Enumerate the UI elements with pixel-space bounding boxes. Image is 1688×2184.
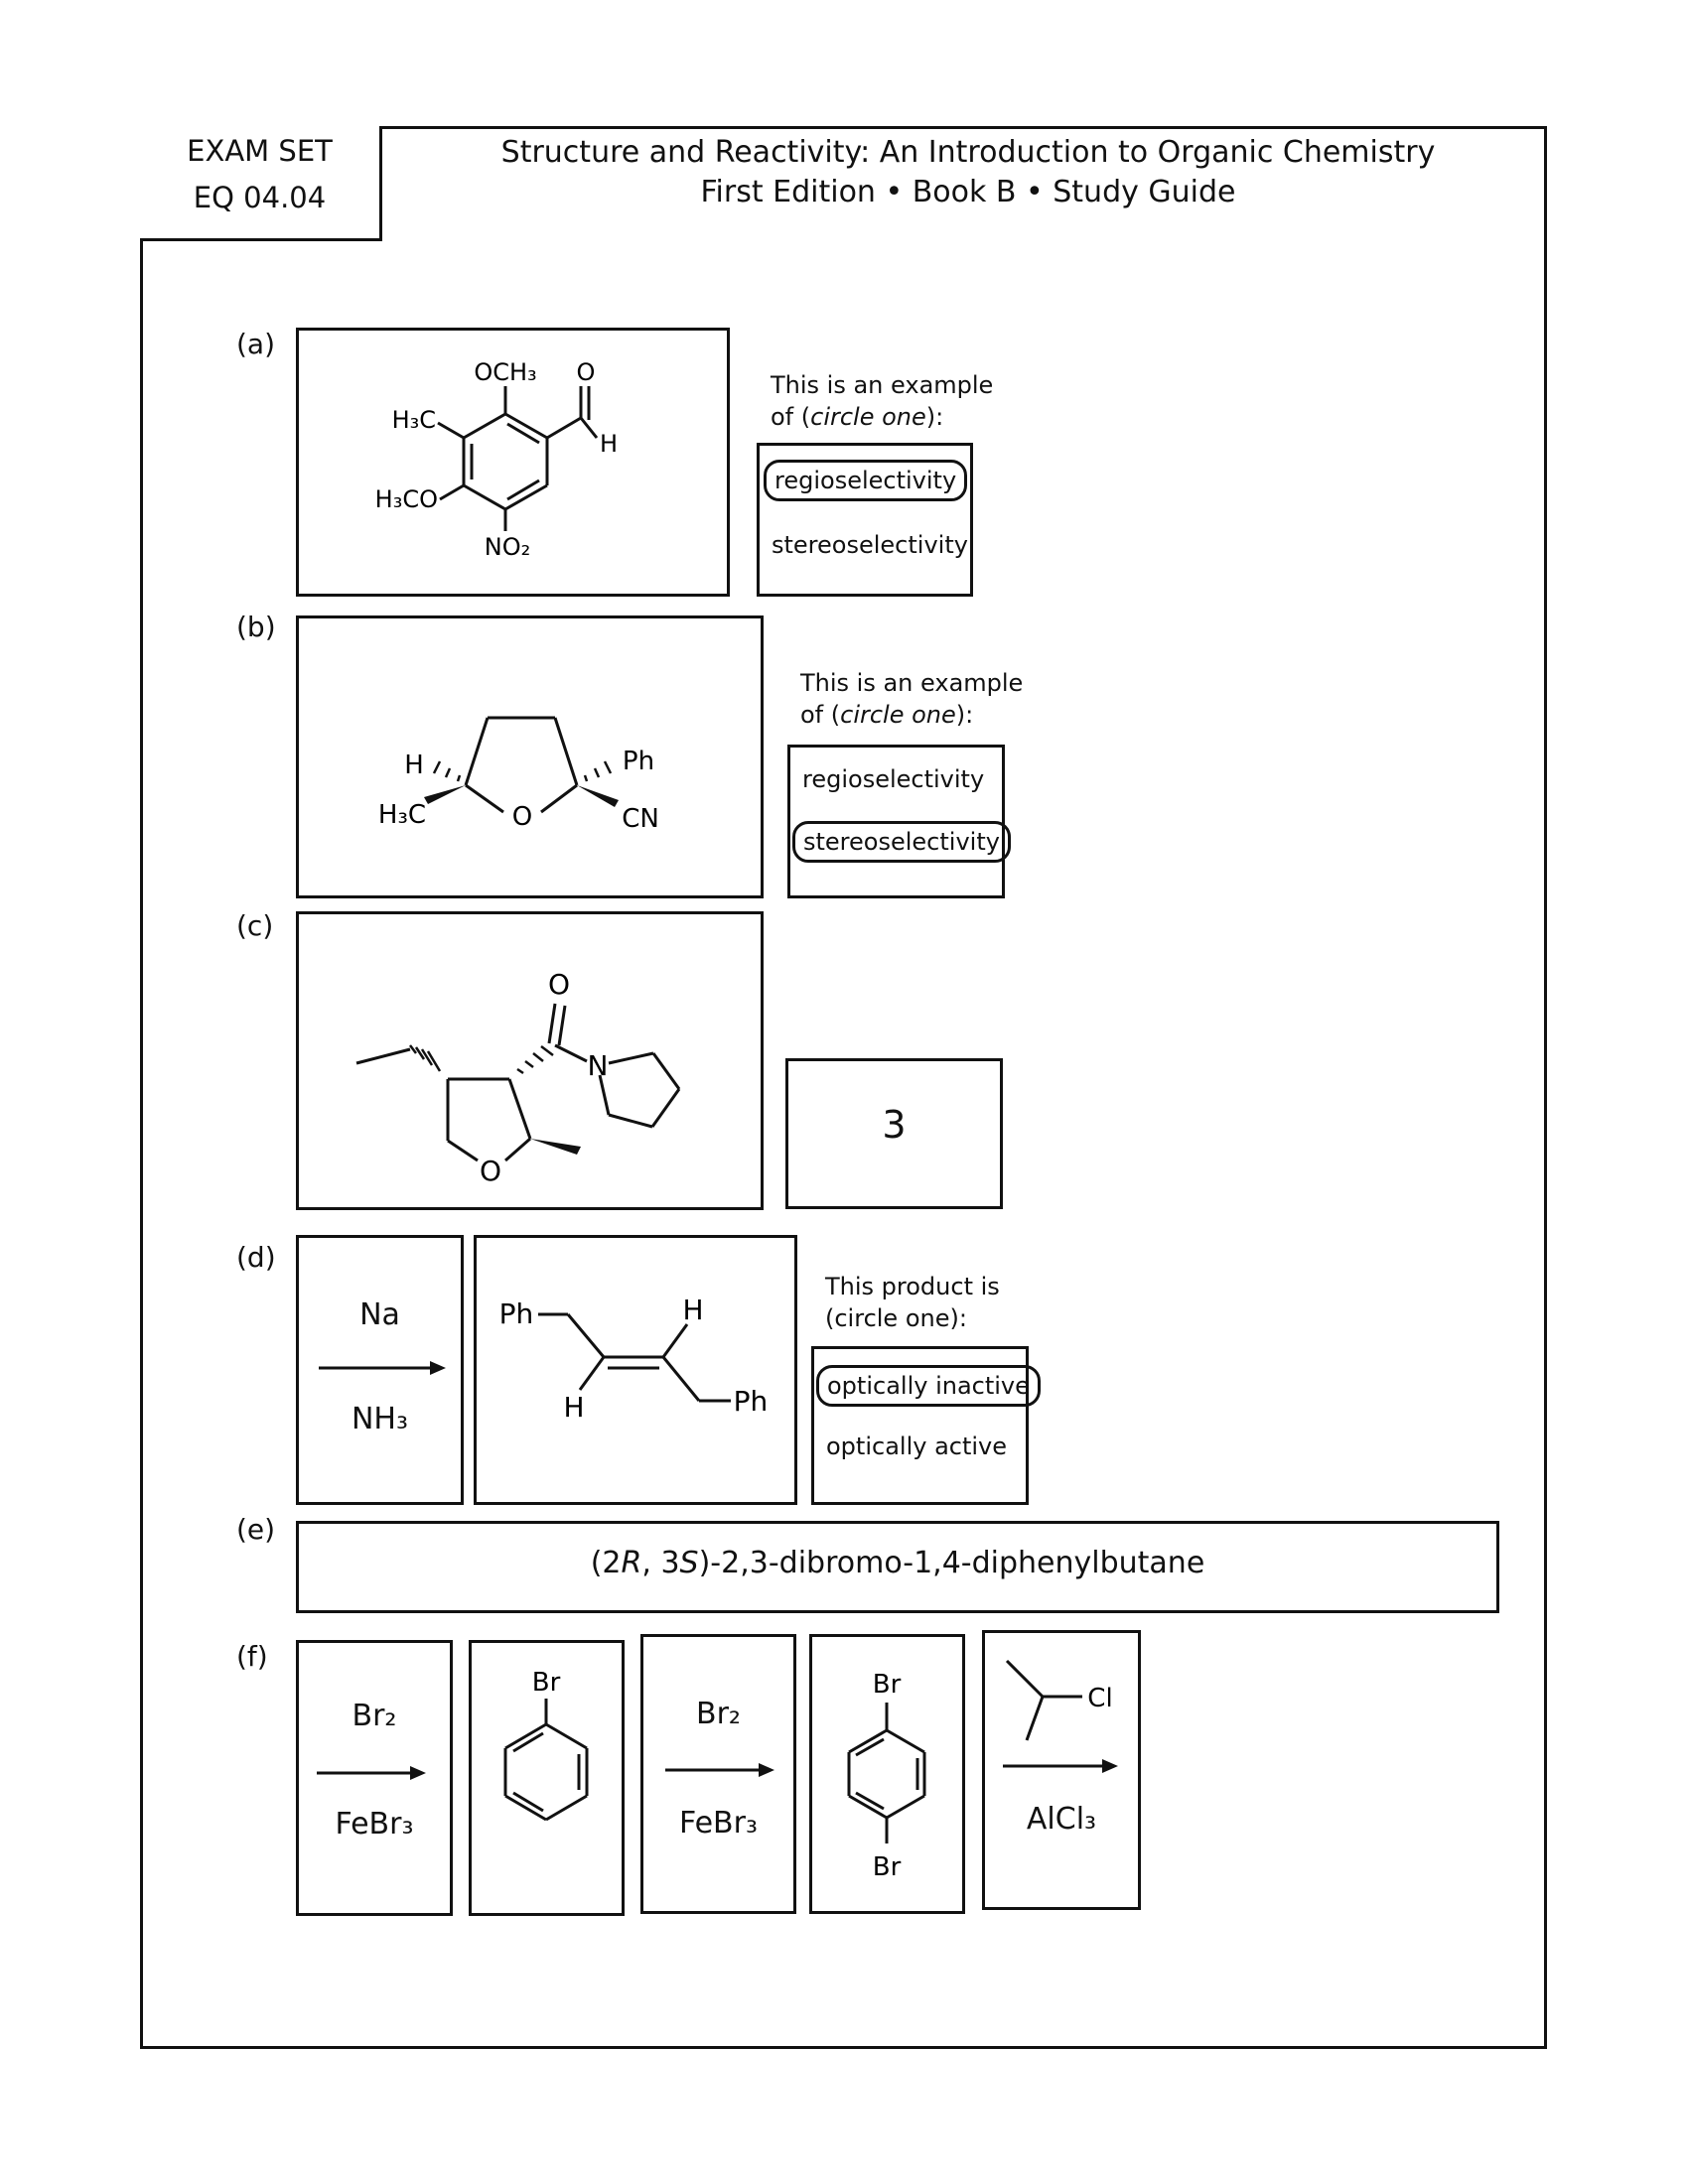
part-f-step2-box [640,1634,796,1914]
part-d-ph-left-label: Ph [498,1297,534,1330]
part-f-step1-reagent-bottom: FeBr₃ [335,1807,414,1842]
part-d-product-structure [477,1238,794,1502]
part-f-step3-reagent-structure [985,1633,1138,1907]
part-b-structure [299,618,761,895]
part-f-step2-arrow [643,1637,793,1911]
part-a-h3c-label: H₃C [391,406,436,434]
part-f-step2-reagent-bottom: FeBr₃ [678,1806,758,1841]
part-d-reagent-bottom: NH₃ [351,1402,409,1436]
part-b-label: (b) [236,611,276,643]
part-e-answer-box [296,1521,1499,1613]
part-a-choice-regioselectivity[interactable]: regioselectivity [764,460,967,501]
part-d-reagent-box [296,1235,464,1505]
part-f-product1-br-label: Br [531,1668,561,1698]
part-e-label: (e) [236,1513,276,1546]
part-a-choice-box [757,443,973,597]
part-a-h-label: H [599,430,619,458]
part-a-question: This is an example of (circle one): [771,371,994,431]
part-d-choice-optically-inactive[interactable]: optically inactive [816,1365,1041,1407]
part-f-bromobenzene-structure [472,1643,622,1913]
part-f-step3-reagent-bottom: AlCl₃ [1026,1802,1097,1837]
page-title: Structure and Reactivity: An Introduction to Organic Chemistry [500,135,1436,170]
part-f-label: (f) [236,1640,268,1673]
exam-set-code: EQ 04.04 [193,181,327,214]
part-b-choice-box [787,745,1005,898]
part-d-label: (d) [236,1241,276,1274]
part-d-h-left-label: H [563,1391,585,1424]
part-d-reaction-arrow [299,1238,461,1502]
part-b-question: This is an example of (circle one): [800,669,1024,729]
part-d-choice-box [811,1346,1029,1505]
part-a-carbonyl-o-label: O [576,358,596,386]
part-a-no2-label: NO₂ [484,533,531,561]
part-f-step1-reagent-top: Br₂ [352,1699,397,1733]
part-f-step1-arrow [299,1643,450,1913]
part-a-choice-stereoselectivity[interactable]: stereoselectivity [772,531,968,559]
part-a-h3co-label: H₃CO [374,485,438,513]
part-c-answer-box [785,1058,1003,1209]
part-f-step3-box [982,1630,1141,1910]
part-d-ph-right-label: Ph [733,1385,769,1418]
part-c-answer: 3 [882,1103,907,1147]
part-f-dibromobenzene-structure [812,1637,962,1911]
part-d-question: This product is (circle one): [825,1273,1000,1332]
part-f-product1-box [469,1640,625,1916]
part-b-h3c-label: H₃C [377,800,427,830]
exam-set-box [140,126,382,241]
part-d-reagent-top: Na [359,1297,400,1332]
part-d-choice-optically-active[interactable]: optically active [826,1433,1008,1460]
part-a-structure [299,331,727,594]
exam-set-label: EXAM SET [187,134,333,168]
part-f-product2-box [809,1634,965,1914]
part-a-label: (a) [236,328,276,360]
part-f-step1-box [296,1640,453,1916]
part-d-h-right-label: H [682,1294,704,1326]
part-b-choice-regioselectivity[interactable]: regioselectivity [802,765,985,793]
part-f-product2-br-bottom-label: Br [872,1852,902,1882]
page-subtitle: First Edition • Book B • Study Guide [700,175,1236,209]
part-b-ring-o-label: O [511,802,533,832]
part-c-n-label: N [587,1049,609,1082]
part-c-label: (c) [236,909,274,942]
part-c-ring-o-label: O [479,1155,502,1187]
part-b-cn-label: CN [622,804,659,834]
part-f-step2-reagent-top: Br₂ [696,1697,741,1731]
part-c-structure-box [296,911,764,1210]
part-e-compound-name: (2R, 3S)-2,3-dibromo-1,4-diphenylbutane [590,1546,1205,1580]
part-c-carbonyl-o-label: O [547,968,571,1001]
part-b-choice-stereoselectivity[interactable]: stereoselectivity [792,821,1011,863]
part-d-product-box [474,1235,797,1505]
part-b-h-label: H [404,751,424,780]
part-c-structure [299,914,761,1207]
part-a-och3-label: OCH₃ [474,358,537,386]
part-b-structure-box [296,615,764,898]
part-b-ph-label: Ph [622,747,655,776]
part-f-step3-cl-label: Cl [1087,1684,1113,1713]
part-f-product2-br-top-label: Br [872,1670,902,1700]
part-a-structure-box [296,328,730,597]
